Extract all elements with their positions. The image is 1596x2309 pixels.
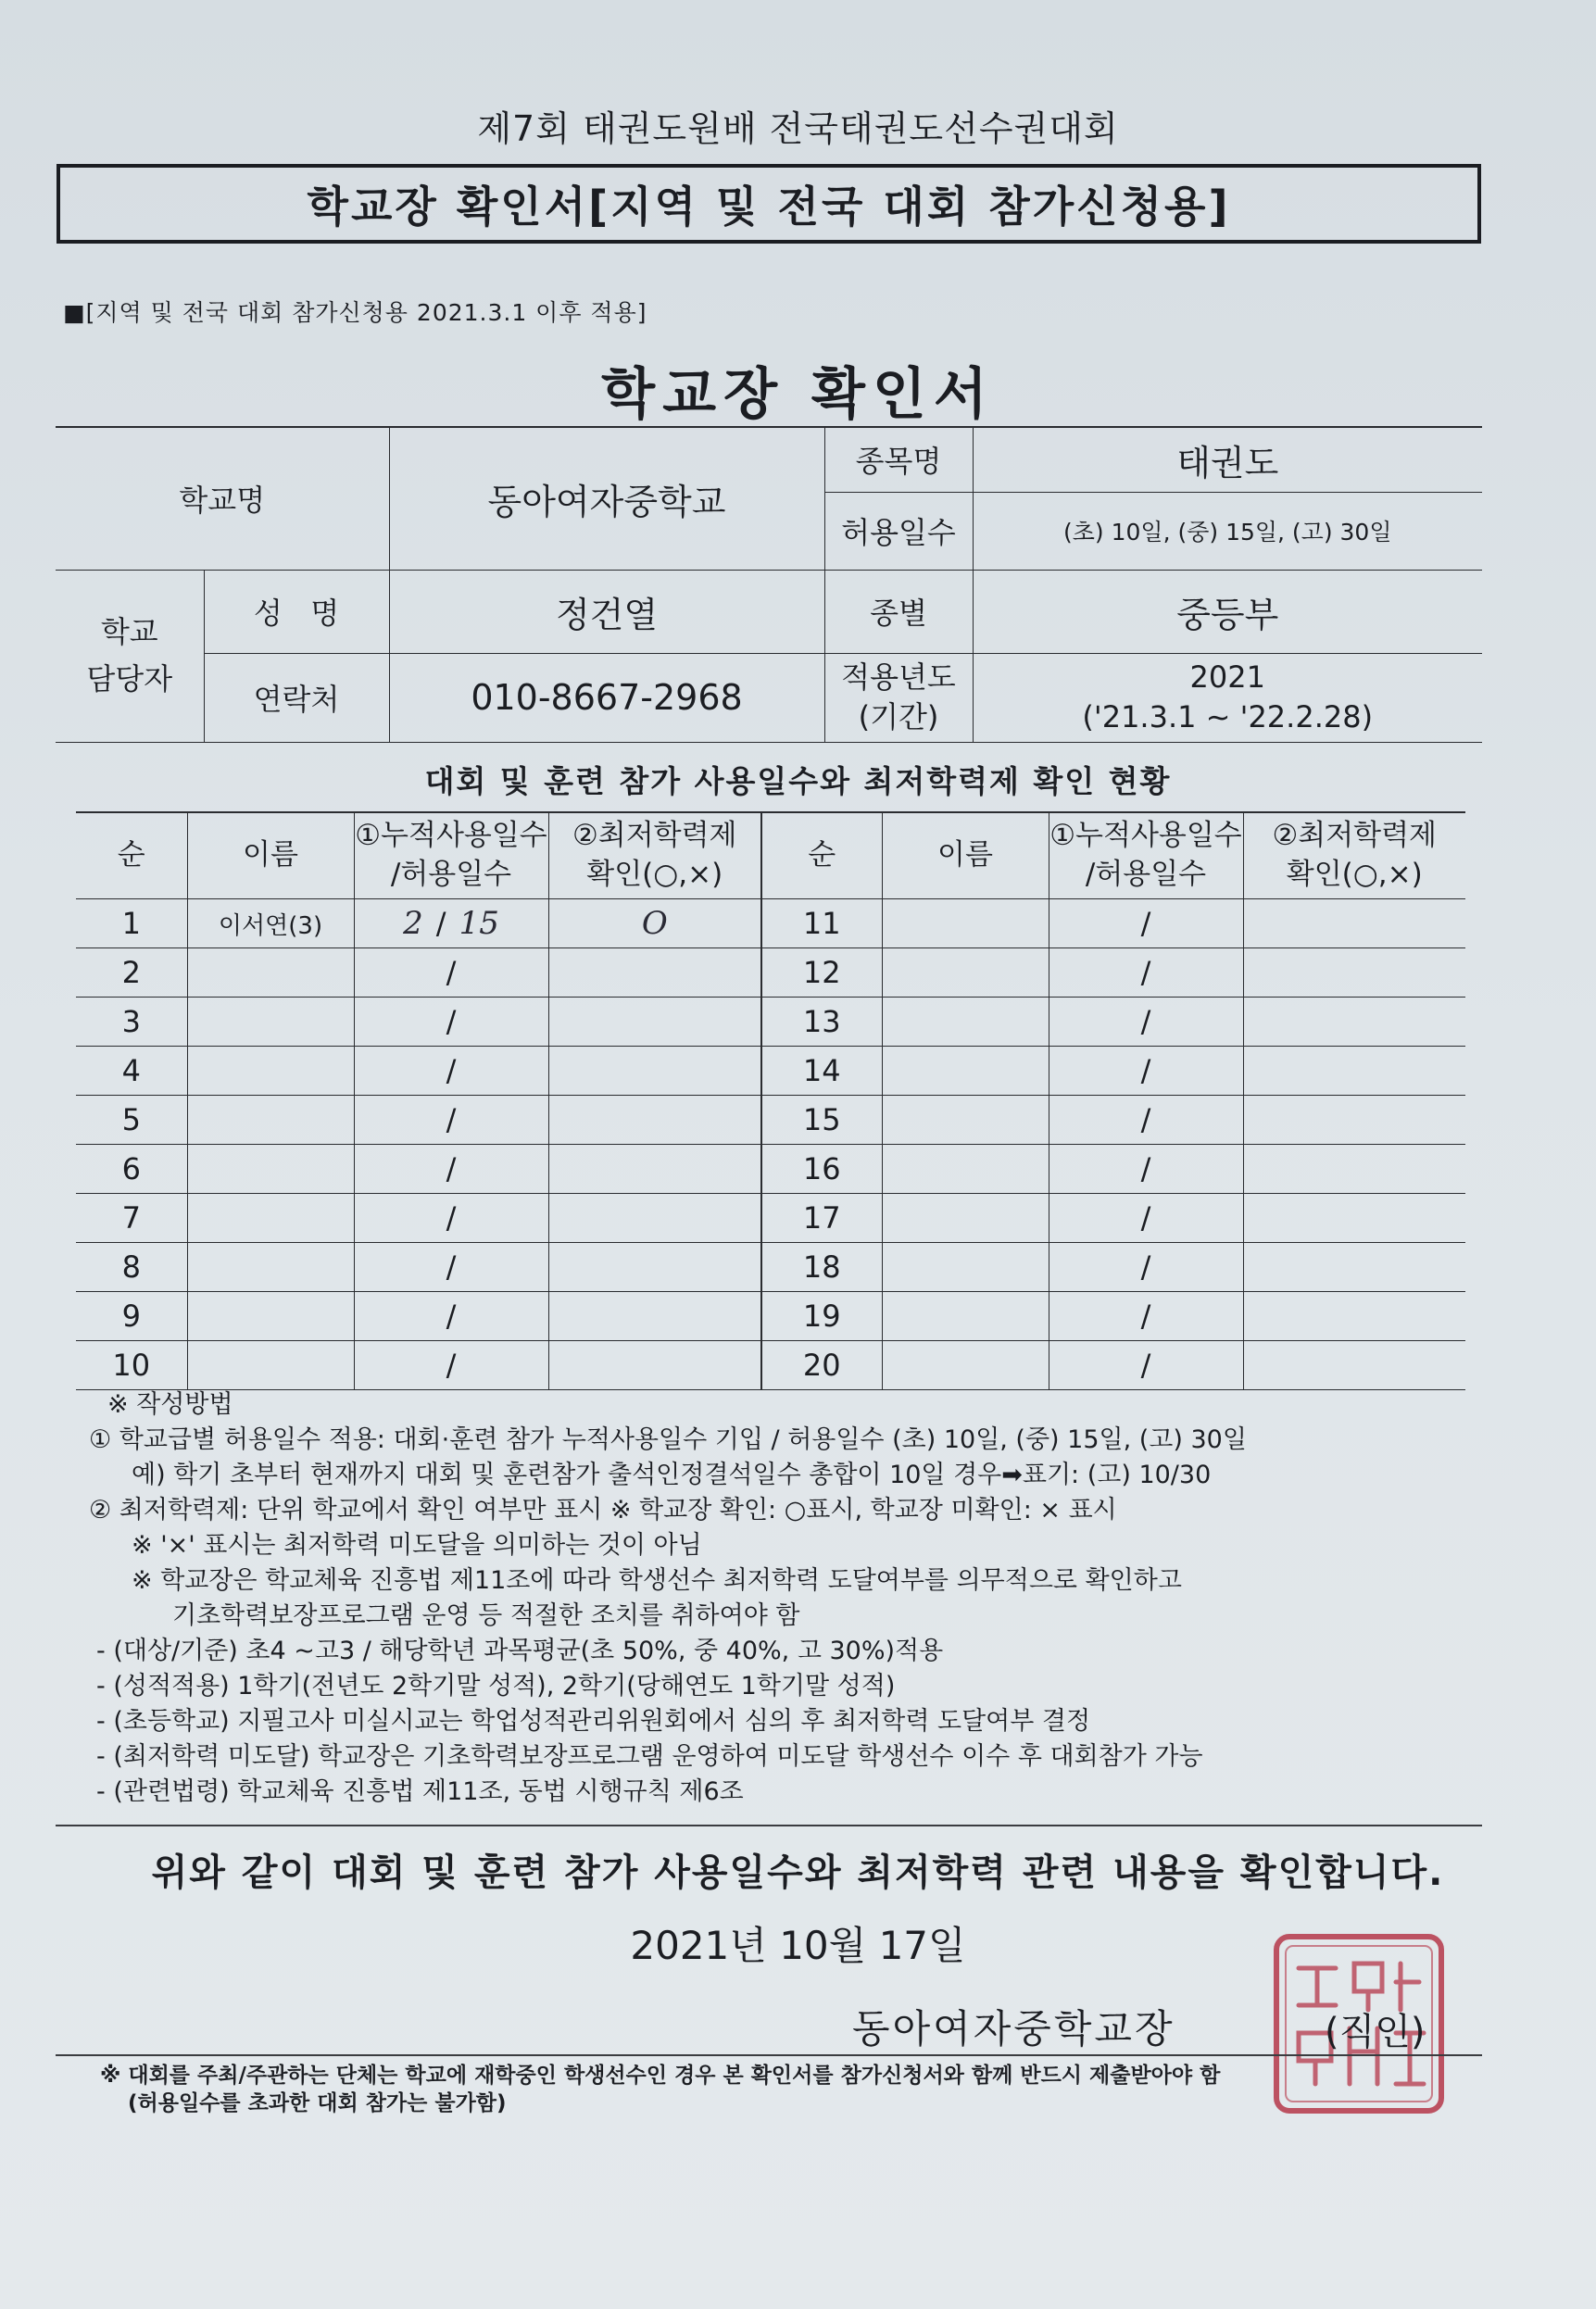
manager-name-value: 정건열	[389, 570, 824, 653]
instruction-example: 예) 학기 초부터 현재까지 대회 및 훈련참가 출석인정결석일수 총합이 10일 경우➡표기: (고) 10/30	[132, 1461, 1212, 1489]
row-days-sep: /	[446, 1200, 457, 1236]
row-number	[76, 998, 187, 1047]
row-check	[548, 1243, 761, 1292]
row-days	[1049, 1292, 1243, 1341]
sport-label: 종목명	[824, 427, 973, 492]
period-value: ('21.3.1 ~ '22.2.28)	[1082, 699, 1374, 734]
row-number-text: 5	[121, 1102, 141, 1137]
row-days	[354, 1096, 548, 1145]
allowed-days-value: (초) 10일, (중) 15일, (고) 30일	[973, 492, 1482, 570]
row-check	[1243, 899, 1465, 948]
row-days-allowed: 15	[459, 905, 499, 942]
row-name	[882, 1194, 1049, 1243]
row-check	[1243, 1243, 1465, 1292]
row-days-sep: /	[1140, 1004, 1151, 1039]
applicability-note: ■[지역 및 전국 대회 참가신청용 2021.3.1 이후 적용]	[63, 299, 647, 326]
row-days-sep: /	[1140, 955, 1151, 990]
footnote	[100, 2062, 1489, 2117]
row-number	[76, 1292, 187, 1341]
row-name	[187, 948, 354, 998]
row-check	[548, 1145, 761, 1194]
table-row	[76, 998, 1465, 1047]
participant-table	[76, 811, 1465, 1390]
seal-label: (직인)	[1325, 2011, 1426, 2053]
row-number-text: 20	[802, 1348, 841, 1383]
row-number-text: 10	[112, 1348, 151, 1383]
instruction-bullet: - (최저학력 미도달) 학교장은 기초학력보장프로그램 운영하여 미도달 학생선수 이수 후 대회참가 가능	[96, 1742, 1203, 1771]
row-days	[354, 1292, 548, 1341]
row-number	[761, 948, 882, 998]
form-title: 학교장 확인서[지역 및 전국 대회 참가신청용]	[307, 182, 1231, 232]
allowed-days-label: 허용일수	[824, 492, 973, 570]
row-number	[761, 1341, 882, 1390]
table-row	[76, 1292, 1465, 1341]
form-title-box	[57, 165, 1480, 243]
year-label: 적용년도	[841, 659, 956, 695]
row-days-sep: /	[1140, 1299, 1151, 1334]
row-number-text: 19	[802, 1299, 841, 1334]
row-days-sep: /	[446, 955, 457, 990]
table-header-row	[76, 812, 1465, 899]
row-number	[761, 1194, 882, 1243]
row-number	[76, 1341, 187, 1390]
manager-label: 학교 담당자	[56, 570, 204, 742]
main-title: 학교장 확인서	[601, 362, 995, 427]
table-row	[76, 948, 1465, 998]
row-number	[76, 948, 187, 998]
row-number	[761, 1243, 882, 1292]
row-check	[548, 1047, 761, 1096]
instructions	[89, 1387, 1497, 1810]
row-days-sep: /	[1140, 1348, 1151, 1383]
row-check	[548, 899, 761, 948]
row-check	[1243, 1292, 1465, 1341]
footnote-line-1: ※ 대회를 주최/주관하는 단체는 학교에 재학중인 학생선수인 경우 본 확인서를 참가신청서와 함께 반드시 제출받아야 함	[100, 2064, 1221, 2088]
header-check-sub: 확인(○,×)	[586, 858, 723, 891]
manager-name-label: 성 명	[204, 570, 389, 653]
row-check	[548, 998, 761, 1047]
row-number-text: 8	[121, 1249, 141, 1285]
table-row	[76, 1243, 1465, 1292]
header-no-2: 순	[761, 812, 882, 899]
row-days-sep: /	[1140, 1102, 1151, 1137]
row-days	[354, 998, 548, 1047]
instruction-bullet: - (초등학교) 지필고사 미실시교는 학업성적관리위원회에서 심의 후 최저학력 도달여부 결정	[96, 1707, 1091, 1736]
row-days-sep: /	[446, 1004, 457, 1039]
row-number	[761, 1292, 882, 1341]
row-days	[1049, 1243, 1243, 1292]
row-days	[1049, 1096, 1243, 1145]
row-days-sep: /	[1140, 906, 1151, 941]
row-number-text: 2	[121, 955, 141, 990]
row-number-text: 3	[121, 1004, 141, 1039]
row-name	[187, 998, 354, 1047]
row-check	[548, 948, 761, 998]
header-check-2: ②최저학력제	[1272, 819, 1438, 853]
row-check-text: O	[641, 905, 668, 942]
row-name	[187, 1145, 354, 1194]
row-name	[187, 1096, 354, 1145]
row-days-sep: /	[446, 1053, 457, 1088]
instruction-bullets	[89, 1634, 1497, 1810]
row-check	[548, 1341, 761, 1390]
row-number	[761, 1096, 882, 1145]
instruction-note-2-cont: 기초학력보장프로그램 운영 등 적절한 조치를 취하여야 함	[172, 1601, 800, 1630]
row-number-text: 16	[802, 1151, 841, 1186]
row-days	[354, 948, 548, 998]
row-number	[761, 1047, 882, 1096]
instruction-bullet: - (성적적용) 1학기(전년도 2학기말 성적), 2학기(당해연도 1학기말 성적)	[96, 1672, 896, 1700]
row-name	[882, 1243, 1049, 1292]
instruction-note-2: ※ 학교장은 학교체육 진흥법 제11조에 따라 학생선수 최저학력 도달여부를 의무적으로 확인하고	[132, 1566, 1182, 1595]
row-check	[1243, 1145, 1465, 1194]
division-label: 종별	[824, 570, 973, 653]
header-days-sub-2: /허용일수	[1085, 858, 1207, 891]
row-number-text: 13	[802, 1004, 841, 1039]
row-name	[882, 1341, 1049, 1390]
event-title: 제7회 태권도원배 전국태권도선수권대회	[477, 108, 1119, 149]
row-number-text: 11	[802, 906, 841, 941]
row-number	[761, 998, 882, 1047]
footnote-line-2: (허용일수를 초과한 대회 참가는 불가함)	[128, 2091, 507, 2115]
row-number-text: 14	[802, 1053, 841, 1088]
row-name	[882, 899, 1049, 948]
row-number-text: 15	[802, 1102, 841, 1137]
row-days-sep: /	[446, 1299, 457, 1334]
contact-label: 연락처	[204, 653, 389, 742]
row-name	[882, 998, 1049, 1047]
row-check	[1243, 1096, 1465, 1145]
row-days	[1049, 1194, 1243, 1243]
header-name: 이름	[187, 812, 354, 899]
confirmation-statement: 위와 같이 대회 및 훈련 참가 사용일수와 최저학력 관련 내용을 확인합니다.	[151, 1851, 1445, 1894]
row-number	[761, 899, 882, 948]
row-check	[1243, 948, 1465, 998]
row-days-sep: /	[446, 1151, 457, 1186]
row-days-sep: /	[1140, 1151, 1151, 1186]
divider	[56, 2054, 1482, 2056]
row-number	[76, 1194, 187, 1243]
status-title: 대회 및 훈련 참가 사용일수와 최저학력제 확인 현황	[424, 763, 1172, 799]
row-days-used: 2	[403, 905, 423, 942]
row-name	[882, 948, 1049, 998]
row-days	[1049, 948, 1243, 998]
table-row	[76, 1341, 1465, 1390]
row-name	[882, 1047, 1049, 1096]
instruction-bullet: - (관련법령) 학교체육 진흥법 제11조, 동법 시행규칙 제6조	[96, 1777, 744, 1806]
row-check	[1243, 1341, 1465, 1390]
row-days	[354, 1145, 548, 1194]
year-value: 2021	[1189, 659, 1265, 695]
header-days-sub: /허용일수	[390, 858, 512, 891]
period-label: (기간)	[858, 699, 939, 734]
row-name	[882, 1292, 1049, 1341]
row-number	[76, 1243, 187, 1292]
header-no: 순	[76, 812, 187, 899]
table-row	[76, 1096, 1465, 1145]
row-check	[1243, 1047, 1465, 1096]
instruction-note-1: ※ '×' 표시는 최저학력 미도달을 의미하는 것이 아님	[132, 1531, 702, 1560]
header-check-sub-2: 확인(○,×)	[1286, 858, 1423, 891]
row-name	[187, 1243, 354, 1292]
row-days-sep: /	[446, 1348, 457, 1383]
row-days	[354, 1341, 548, 1390]
instruction-item-2: ② 최저학력제: 단위 학교에서 확인 여부만 표시 ※ 학교장 확인: ○표시, 학교장 미확인: × 표시	[89, 1496, 1117, 1525]
row-days-sep: /	[435, 906, 446, 941]
table-row	[76, 1047, 1465, 1096]
row-number-text: 9	[121, 1299, 141, 1334]
row-number-text: 1	[121, 906, 141, 941]
row-number-text: 4	[121, 1053, 141, 1088]
principal-title: 동아여자중학교장	[852, 2006, 1175, 2052]
header-days-2: ①누적사용일수	[1049, 819, 1242, 853]
issue-date: 2021년 10월 17일	[630, 1923, 966, 1968]
row-number-text: 12	[802, 955, 841, 990]
division-value: 중등부	[973, 570, 1482, 653]
row-days	[1049, 998, 1243, 1047]
row-check	[548, 1096, 761, 1145]
school-name-value: 동아여자중학교	[389, 427, 824, 570]
header-days: ①누적사용일수	[355, 819, 547, 853]
row-days-sep: /	[1140, 1249, 1151, 1285]
row-check	[548, 1194, 761, 1243]
sport-value: 태권도	[973, 427, 1482, 492]
table-row	[76, 1145, 1465, 1194]
row-days	[354, 1194, 548, 1243]
instructions-heading: ※ 작성방법	[107, 1390, 233, 1419]
row-number	[76, 1096, 187, 1145]
row-name	[187, 1047, 354, 1096]
row-check	[1243, 1194, 1465, 1243]
row-number	[761, 1145, 882, 1194]
table-row	[76, 1194, 1465, 1243]
row-name-text: 이서연(3)	[218, 911, 323, 940]
divider	[56, 1825, 1482, 1826]
info-table	[56, 426, 1482, 743]
row-days	[1049, 899, 1243, 948]
row-check	[1243, 998, 1465, 1047]
row-days-sep: /	[1140, 1200, 1151, 1236]
row-days-sep: /	[446, 1249, 457, 1285]
row-number-text: 18	[802, 1249, 841, 1285]
school-name-label: 학교명	[56, 427, 389, 570]
row-number	[76, 1047, 187, 1096]
row-name	[882, 1096, 1049, 1145]
header-name-2: 이름	[882, 812, 1049, 899]
row-days-sep: /	[1140, 1053, 1151, 1088]
header-check: ②최저학력제	[572, 819, 737, 853]
row-name	[187, 899, 354, 948]
row-number	[76, 1145, 187, 1194]
row-days	[354, 1243, 548, 1292]
row-check	[548, 1292, 761, 1341]
row-days	[1049, 1047, 1243, 1096]
row-days	[1049, 1341, 1243, 1390]
row-days	[1049, 1145, 1243, 1194]
row-name	[882, 1145, 1049, 1194]
instruction-bullet: - (대상/기준) 초4 ~고3 / 해당학년 과목평균(초 50%, 중 40%, 고 30%)적용	[96, 1637, 944, 1665]
row-days	[354, 1047, 548, 1096]
row-days	[354, 899, 548, 948]
row-days-sep: /	[446, 1102, 457, 1137]
row-name	[187, 1341, 354, 1390]
instruction-item-1: ① 학교급별 허용일수 적용: 대회·훈련 참가 누적사용일수 기입 / 허용일수 (초) 10일, (중) 15일, (고) 30일	[89, 1425, 1247, 1454]
row-name	[187, 1194, 354, 1243]
row-name	[187, 1292, 354, 1341]
contact-value: 010-8667-2968	[389, 653, 824, 742]
row-number	[76, 899, 187, 948]
row-number-text: 7	[121, 1200, 141, 1236]
table-row	[76, 899, 1465, 948]
row-number-text: 17	[802, 1200, 841, 1236]
row-number-text: 6	[121, 1151, 141, 1186]
